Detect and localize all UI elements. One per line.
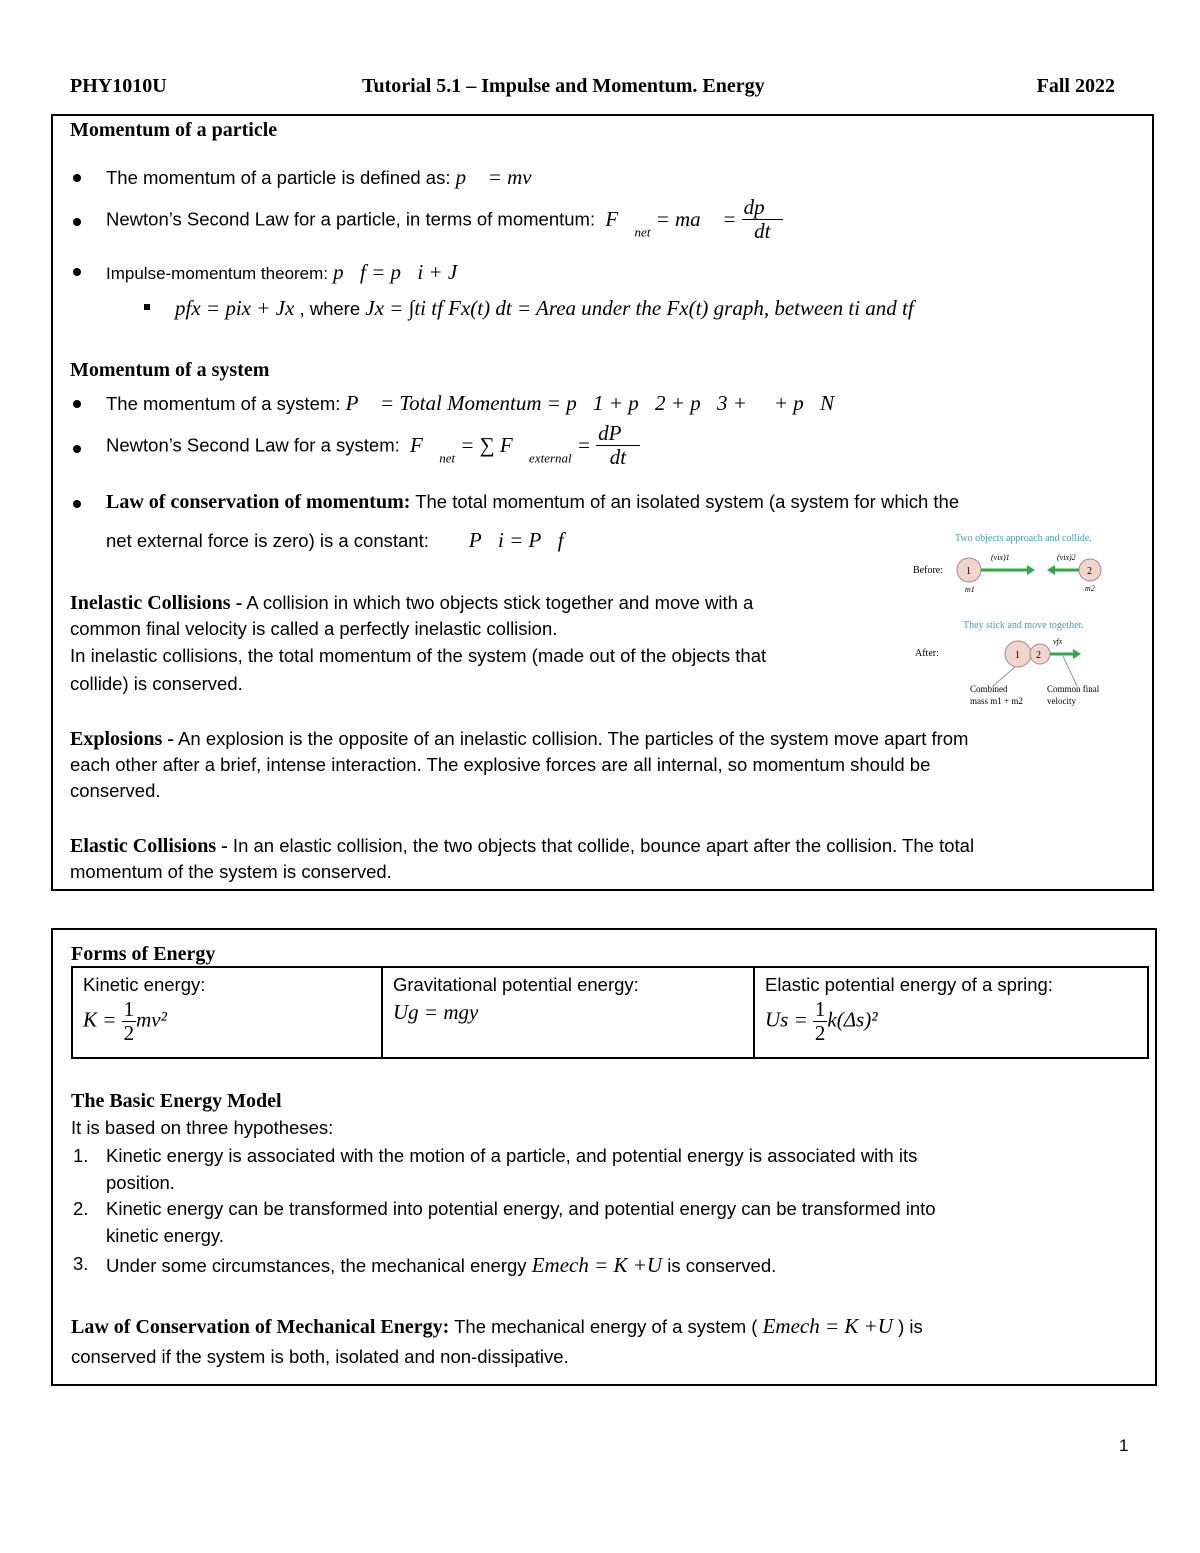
particle-bullet-1: The momentum of a particle is defined as: p⃗ = mv⃗: [106, 165, 548, 189]
list-item: Kinetic energy can be transformed into potential energy, and potential energy can be transformed into: [106, 1198, 936, 1219]
svg-text:velocity: velocity: [1047, 696, 1076, 706]
inelastic-line-4: collide) is conserved.: [70, 673, 243, 694]
energy-heading: Forms of Energy: [71, 943, 216, 965]
model-intro: It is based on three hypotheses:: [71, 1117, 334, 1138]
svg-text:(vix)1: (vix)1: [991, 553, 1010, 562]
explosions-line-1: Explosions - An explosion is the opposite of an inelastic collision. The particles of the system move apart from: [70, 728, 969, 750]
svg-text:m2: m2: [1085, 584, 1095, 593]
bullet: [73, 445, 81, 453]
model-heading: The Basic Energy Model: [71, 1090, 282, 1112]
bullet: [73, 218, 81, 226]
bullet: [73, 174, 81, 182]
inelastic-line-2: common final velocity is called a perfectly inelastic collision.: [70, 618, 558, 639]
elastic-energy-cell: Elastic potential energy of a spring: Us = $\frac{1}{2}$ k(Δs)²: [754, 967, 1148, 1058]
fraction: $\frac{dp⃗}{dt}$: [743, 195, 781, 244]
particle-heading: Momentum of a particle: [70, 119, 278, 141]
system-bullet-1: The momentum of a system: P⃗ = Total Momentum = p⃗1 + p⃗2 + p⃗3 + ⋯ + p⃗N: [106, 391, 835, 415]
inelastic-line-3: In inelastic collisions, the total momentum of the system (made out of the objects that: [70, 645, 767, 666]
figure-caption-top: Two objects approach and collide.: [955, 533, 1092, 544]
bullet: [73, 500, 81, 508]
svg-text:m1: m1: [965, 585, 975, 594]
svg-text:(vix)2: (vix)2: [1057, 553, 1076, 562]
sub-bullet: [144, 304, 150, 310]
mechanical-energy-law-cont: conserved if the system is both, isolated and non-dissipative.: [71, 1346, 569, 1367]
particle-bullet-3: Impulse-momentum theorem: p⃗f = p⃗i + J⃗: [106, 260, 474, 284]
document-title: Tutorial 5.1 – Impulse and Momentum. Energy: [362, 75, 765, 97]
svg-text:vfx: vfx: [1053, 637, 1063, 646]
conservation-law: Law of conservation of momentum: The total momentum of an isolated system (a system for which the: [106, 491, 960, 513]
page-number: 1: [1119, 1436, 1129, 1455]
svg-text:2: 2: [1087, 566, 1092, 577]
system-heading: Momentum of a system: [70, 359, 270, 381]
explosions-line-3: conserved.: [70, 780, 161, 801]
svg-text:Common final: Common final: [1047, 684, 1100, 694]
list-number: 3.: [73, 1253, 89, 1274]
inelastic-line-1: Inelastic Collisions - A collision in which two objects stick together and move with a: [70, 592, 754, 614]
bullet: [73, 268, 81, 276]
conservation-law-cont: net external force is zero) is a constant: P⃗i = P⃗f: [106, 528, 564, 552]
energy-forms-table: [71, 966, 1149, 1059]
list-number: 2.: [73, 1198, 89, 1219]
fraction: $\frac{dP⃗}{dt}$: [598, 421, 638, 470]
svg-text:mass m1 + m2: mass m1 + m2: [970, 696, 1023, 706]
system-bullet-2: Newton’s Second Law for a system: $F⃗_{net}$ = ∑ $F⃗_{external}$ = $\frac{dP⃗}{dt}$: [106, 421, 638, 470]
elastic-line-2: momentum of the system is conserved.: [70, 861, 392, 882]
after-label: After:: [915, 648, 939, 659]
list-item-cont: position.: [106, 1172, 175, 1193]
course-code: PHY1010U: [70, 75, 167, 97]
kinetic-energy-cell: Kinetic energy: K = $\frac{1}{2}$ mv²: [72, 967, 382, 1058]
elastic-line-1: Elastic Collisions - In an elastic collision, the two objects that collide, bounce apart after the collision. The total: [70, 835, 975, 857]
svg-text:Combined: Combined: [970, 684, 1008, 694]
impulse-subbullet: pfx = pix + Jx , where Jx = ∫ti tf Fx(t) dt = Area under the Fx(t) graph, between ti and tf: [175, 296, 914, 320]
list-item-cont: kinetic energy.: [106, 1225, 224, 1246]
svg-text:1: 1: [1015, 650, 1020, 661]
list-number: 1.: [73, 1145, 89, 1166]
svg-text:2: 2: [1036, 650, 1041, 661]
collision-figure: [905, 528, 1120, 713]
gravitational-energy-cell: Gravitational potential energy: Ug = mgy: [382, 967, 754, 1058]
term: Fall 2022: [1036, 75, 1115, 97]
figure-caption-mid: They stick and move together.: [963, 620, 1084, 631]
explosions-line-2: each other after a brief, intense interaction. The explosive forces are all internal, so momentum should be: [70, 754, 931, 775]
particle-bullet-2: Newton’s Second Law for a particle, in terms of momentum: $F⃗_{net}$ = ma⃗ = $\frac{dp⃗}{dt}$: [106, 195, 781, 244]
mechanical-energy-law: Law of Conservation of Mechanical Energy: The mechanical energy of a system ( Emech = K +U ) is: [71, 1314, 923, 1338]
list-item: Kinetic energy is associated with the motion of a particle, and potential energy is associated with its: [106, 1145, 918, 1166]
bullet: [73, 400, 81, 408]
list-item: Under some circumstances, the mechanical energy Emech = K +U is conserved.: [106, 1253, 777, 1277]
svg-text:1: 1: [966, 566, 971, 577]
before-label: Before:: [913, 565, 943, 576]
